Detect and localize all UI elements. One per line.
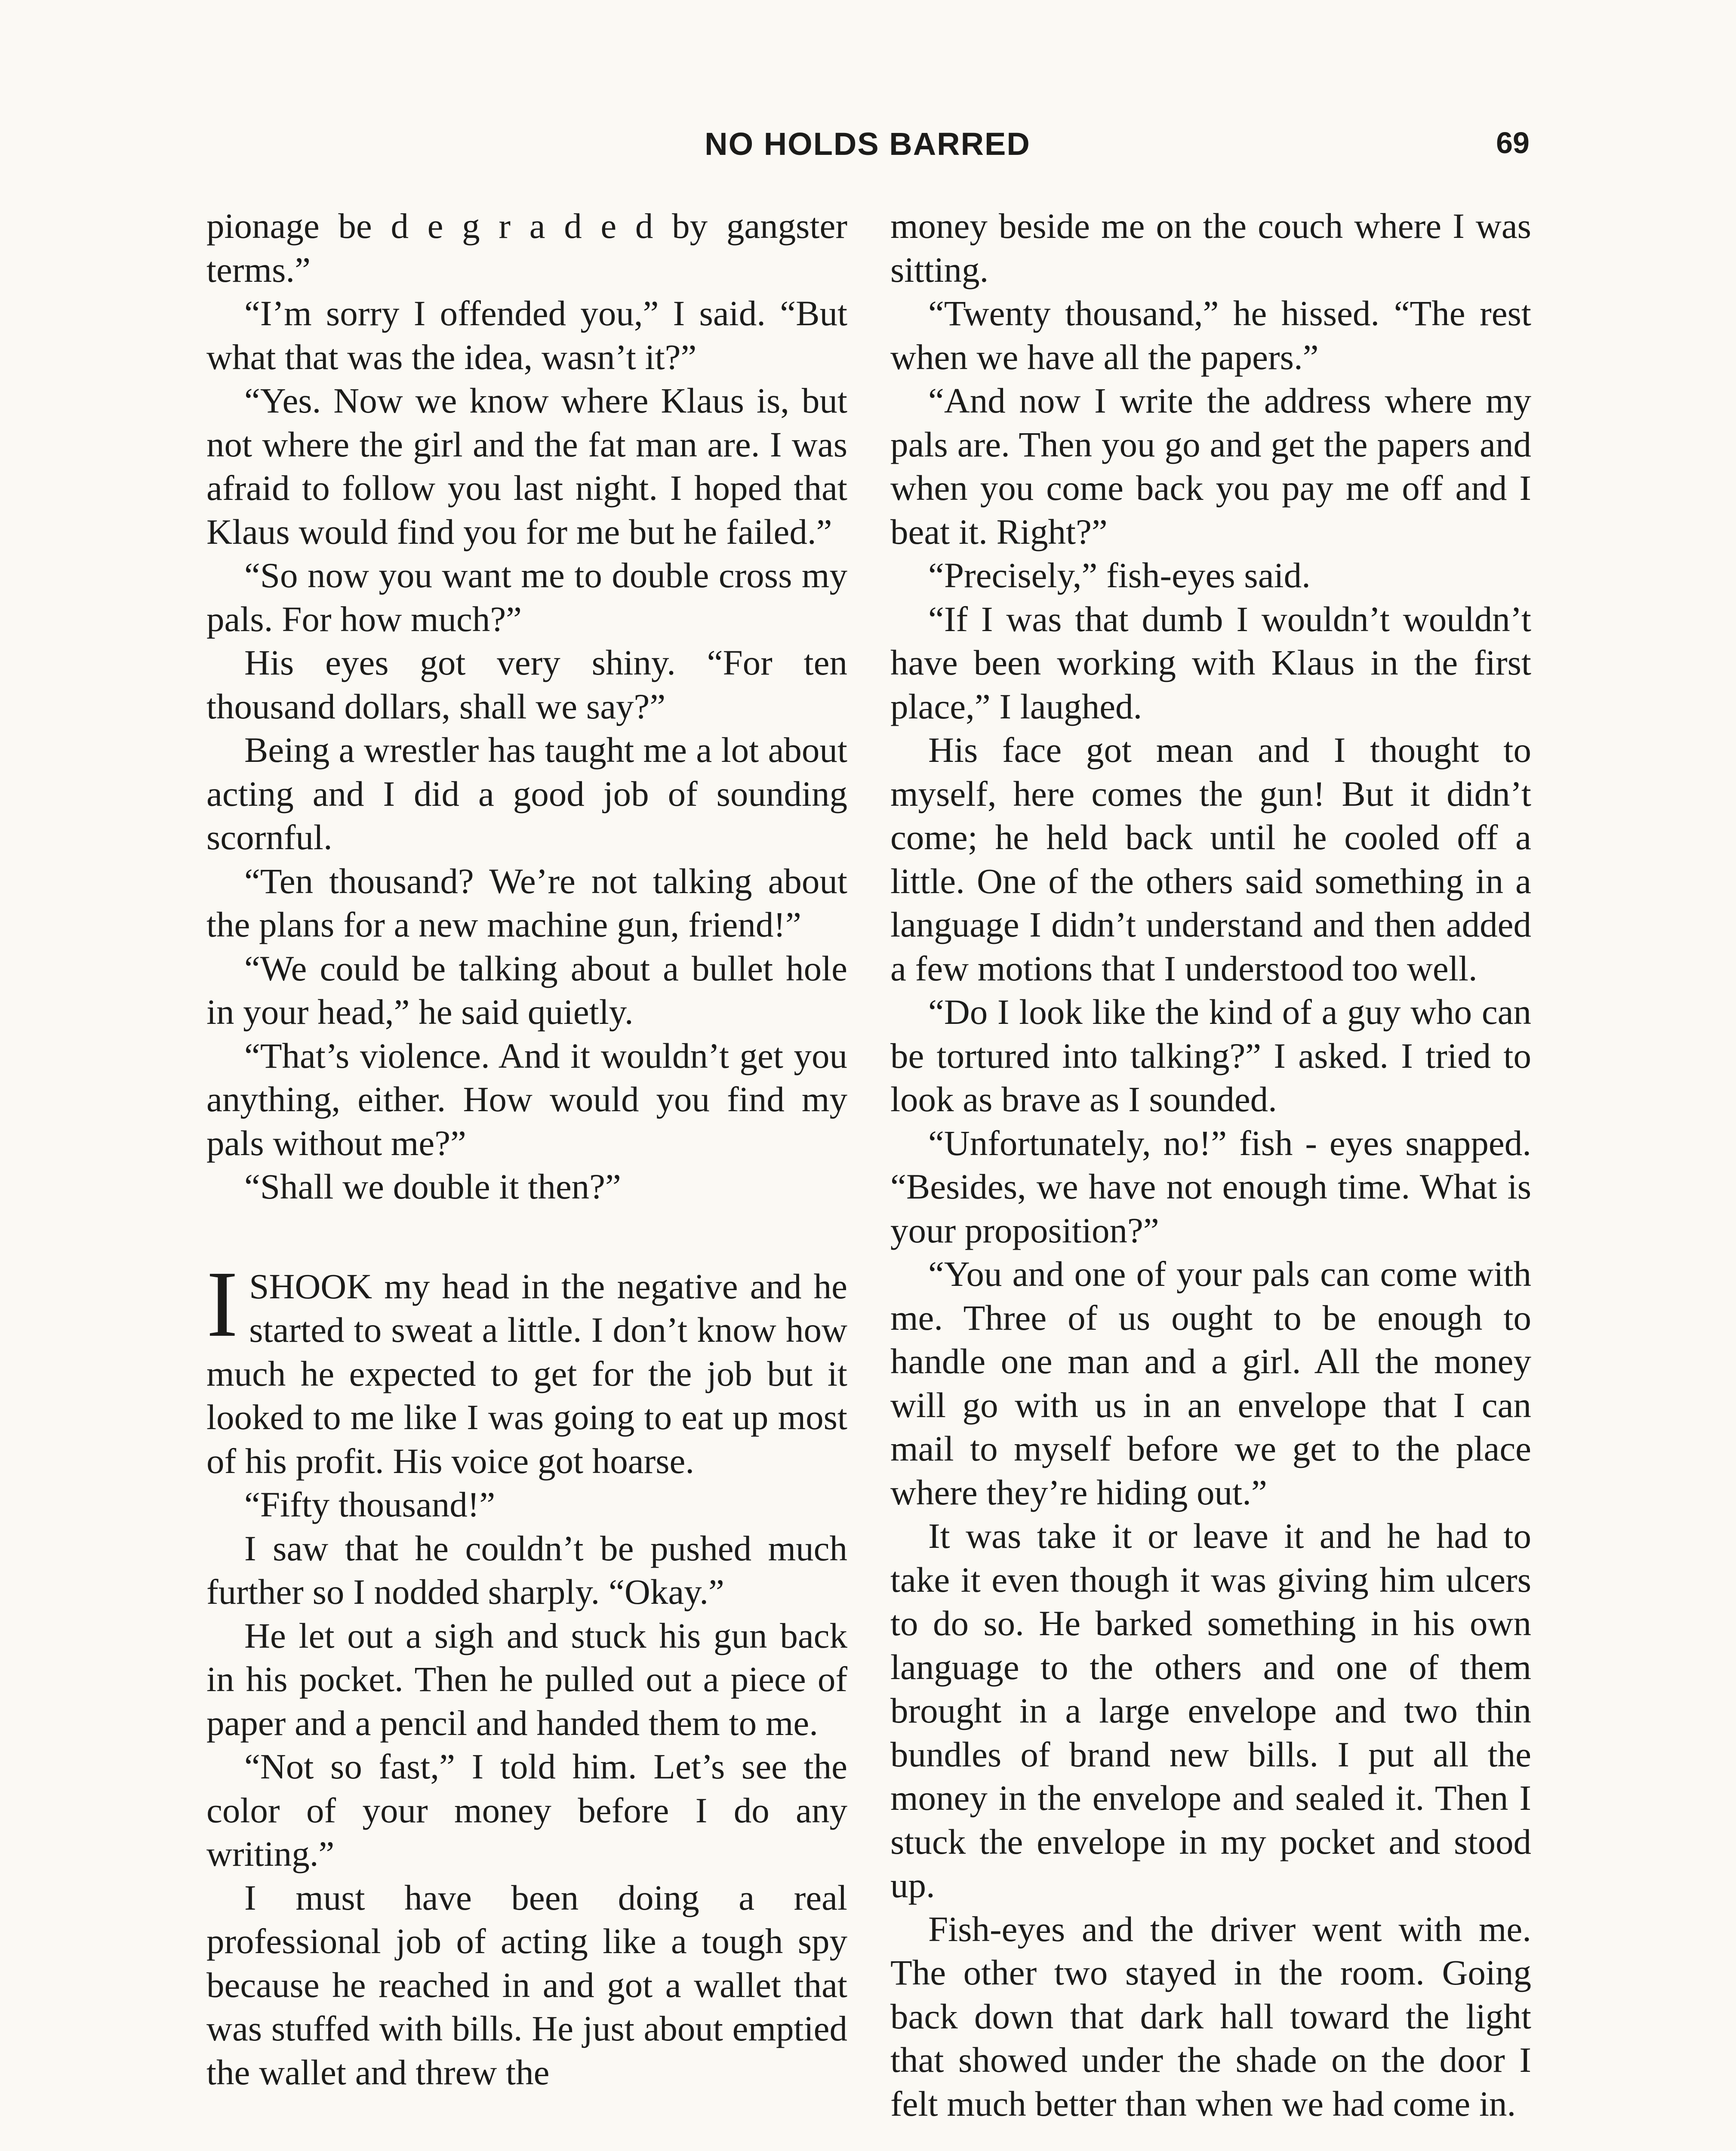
paragraph: “You and one of your pals can come with me. Three of us ought to be enough to handle one man and a girl. All the money will go with us in an envelope that I can mail to myself before we get to the place where they’re hiding out.” (890, 1254, 1531, 1512)
paragraph: “Ten thousand? We’re not talking about the plans for a new machine gun, friend!” (206, 861, 847, 944)
paragraph: It was take it or leave it and he had to take it even though it was giving him ulcers to do so. He barked something in his own language to the others and one of them brought in a large envelope and two thin bundles of brand new bills. I put all the money in the envelope and sealed it. Then I stuck the envelope in my pocket and stood up. (890, 1516, 1531, 1905)
paragraph: money beside me on the couch where I was sitting. (890, 206, 1531, 290)
running-head-title: NO HOLDS BARRED (705, 126, 1031, 162)
paragraph: pionage be d e g r a d e d by gangster terms.” (206, 206, 847, 290)
page-header (206, 126, 1530, 169)
paragraph: I must have been doing a real professional job of acting like a tough spy because he reached in and got a wallet that was stuffed with bills. He just about emptied the wallet and threw the (206, 1877, 847, 2092)
paragraph: Being a wrestler has taught me a lot about acting and I did a good job of sounding scornful. (206, 730, 847, 857)
paragraph: “Do I look like the kind of a guy who can be tortured into talking?” I asked. I tried to look as brave as I sounded. (890, 992, 1531, 1119)
section-opening-paragraph (206, 1251, 847, 1483)
page-number: 69 (1496, 126, 1530, 160)
paragraph: “Precisely,” fish-eyes said. (928, 555, 1311, 595)
paragraph: He let out a sigh and stuck his gun back in his pocket. Then he pulled out a piece of paper and a pencil and handed them to me. (206, 1615, 847, 1743)
paragraph: “Shall we double it then?” (244, 1167, 621, 1206)
paragraph: “We could be talking about a bullet hole in your head,” he said quietly. (206, 948, 847, 1032)
paragraph: “So now you want me to double cross my pals. For how much?” (206, 555, 847, 639)
lead-in-words: SHOOK (249, 1266, 372, 1306)
paragraph: “Fifty thousand!” (244, 1485, 496, 1524)
paragraph: I saw that he couldn’t be pushed much further so I nodded sharply. “Okay.” (206, 1528, 847, 1612)
paragraph: “That’s violence. And it wouldn’t get you anything, either. How would you find my pals without me?” (206, 1035, 847, 1163)
paragraph: “I’m sorry I offended you,” I said. “But what that was the idea, wasn’t it?” (206, 293, 847, 377)
paragraph: “And now I write the address where my pals are. Then you go and get the papers and when you come back you pay me off and I beat it. Right?” (890, 381, 1531, 552)
left-column (206, 204, 847, 2094)
drop-cap: I (206, 1251, 238, 1356)
paragraph: “Yes. Now we know where Klaus is, but not where the girl and the fat man are. I was afraid to follow you last night. I hoped that Klaus would find you for me but he failed.” (206, 381, 847, 552)
section-opening-text: my head in the negative and he started to sweat a little. I don’t know how much he expected to get for the job but it looked to me like I was going to eat up most of his profit. His voice got hoarse. (206, 1266, 847, 1481)
paragraph: His face got mean and I thought to myself, here comes the gun! But it didn’t come; he held back until he cooled off a little. One of the others said something in a language I didn’t understand and then added a few motions that I understood too well. (890, 730, 1531, 988)
paragraph: His eyes got very shiny. “For ten thousand dollars, shall we say?” (206, 643, 847, 726)
paragraph: Fish-eyes and the driver went with me. The other two stayed in the room. Going back down that dark hall toward the light that showed under the shade on the door I felt much better than when we had come in. (890, 1909, 1531, 2123)
section-break (206, 1209, 847, 1265)
paragraph: “If I was that dumb I wouldn’t wouldn’t have been working with Klaus in the first place,” I laughed. (890, 599, 1531, 726)
paragraph: “Unfortunately, no!” fish - eyes snapped. “Besides, we have not enough time. What is your proposition?” (890, 1123, 1531, 1250)
paragraph: “Not so fast,” I told him. Let’s see the color of your money before I do any writing.” (206, 1747, 847, 1874)
paragraph: “Twenty thousand,” he hissed. “The rest when we have all the papers.” (890, 293, 1531, 377)
right-column (890, 204, 1531, 2126)
